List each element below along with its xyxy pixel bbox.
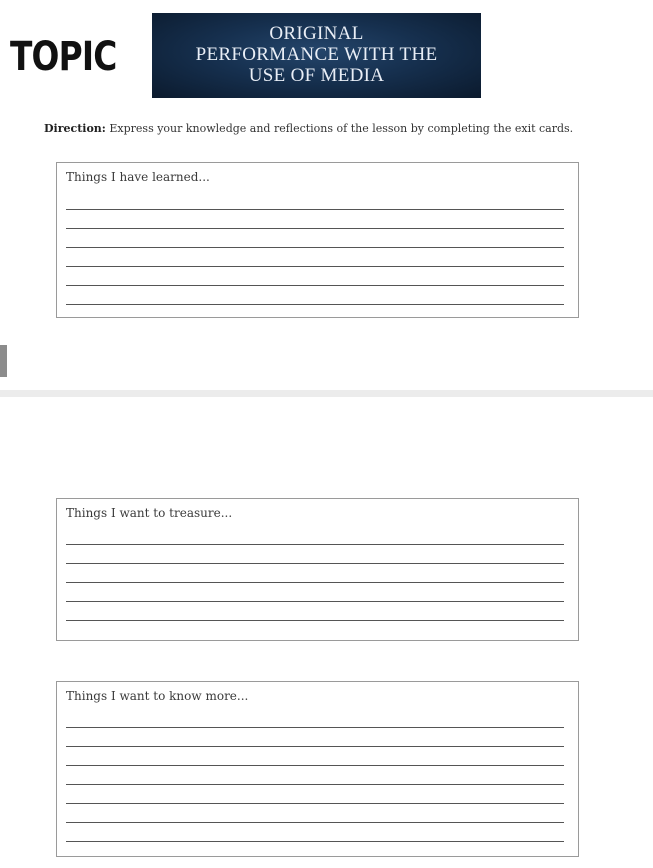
title-banner <box>152 13 481 98</box>
exit-card-learned <box>56 162 579 318</box>
exit-card-title: Things I want to treasure... <box>66 506 233 520</box>
answer-line[interactable] <box>66 746 564 747</box>
exit-card-title: Things I want to know more... <box>66 689 249 703</box>
answer-line[interactable] <box>66 247 564 248</box>
banner-line-1: ORIGINAL <box>269 23 364 44</box>
answer-line[interactable] <box>66 727 564 728</box>
banner-line-2: PERFORMANCE WITH THE <box>195 44 438 65</box>
exit-card-treasure <box>56 498 579 641</box>
direction-text: Express your knowledge and reflections of the lesson by completing the exit cards. <box>109 122 574 135</box>
answer-line[interactable] <box>66 285 564 286</box>
answer-line[interactable] <box>66 563 564 564</box>
answer-line[interactable] <box>66 620 564 621</box>
answer-line[interactable] <box>66 209 564 210</box>
answer-line[interactable] <box>66 822 564 823</box>
exit-card-title: Things I have learned... <box>66 170 210 184</box>
direction-paragraph <box>44 120 604 137</box>
answer-line[interactable] <box>66 266 564 267</box>
answer-line[interactable] <box>66 765 564 766</box>
direction-label: Direction: <box>44 122 106 135</box>
page-separator <box>0 390 653 397</box>
answer-line[interactable] <box>66 228 564 229</box>
topic-label: TOPIC <box>10 34 117 80</box>
page-edge-marker <box>0 345 7 377</box>
answer-line[interactable] <box>66 582 564 583</box>
answer-line[interactable] <box>66 304 564 305</box>
answer-line[interactable] <box>66 841 564 842</box>
exit-card-know-more <box>56 681 579 857</box>
banner-line-3: USE OF MEDIA <box>248 65 385 86</box>
answer-line[interactable] <box>66 803 564 804</box>
answer-line[interactable] <box>66 544 564 545</box>
answer-line[interactable] <box>66 601 564 602</box>
answer-line[interactable] <box>66 784 564 785</box>
